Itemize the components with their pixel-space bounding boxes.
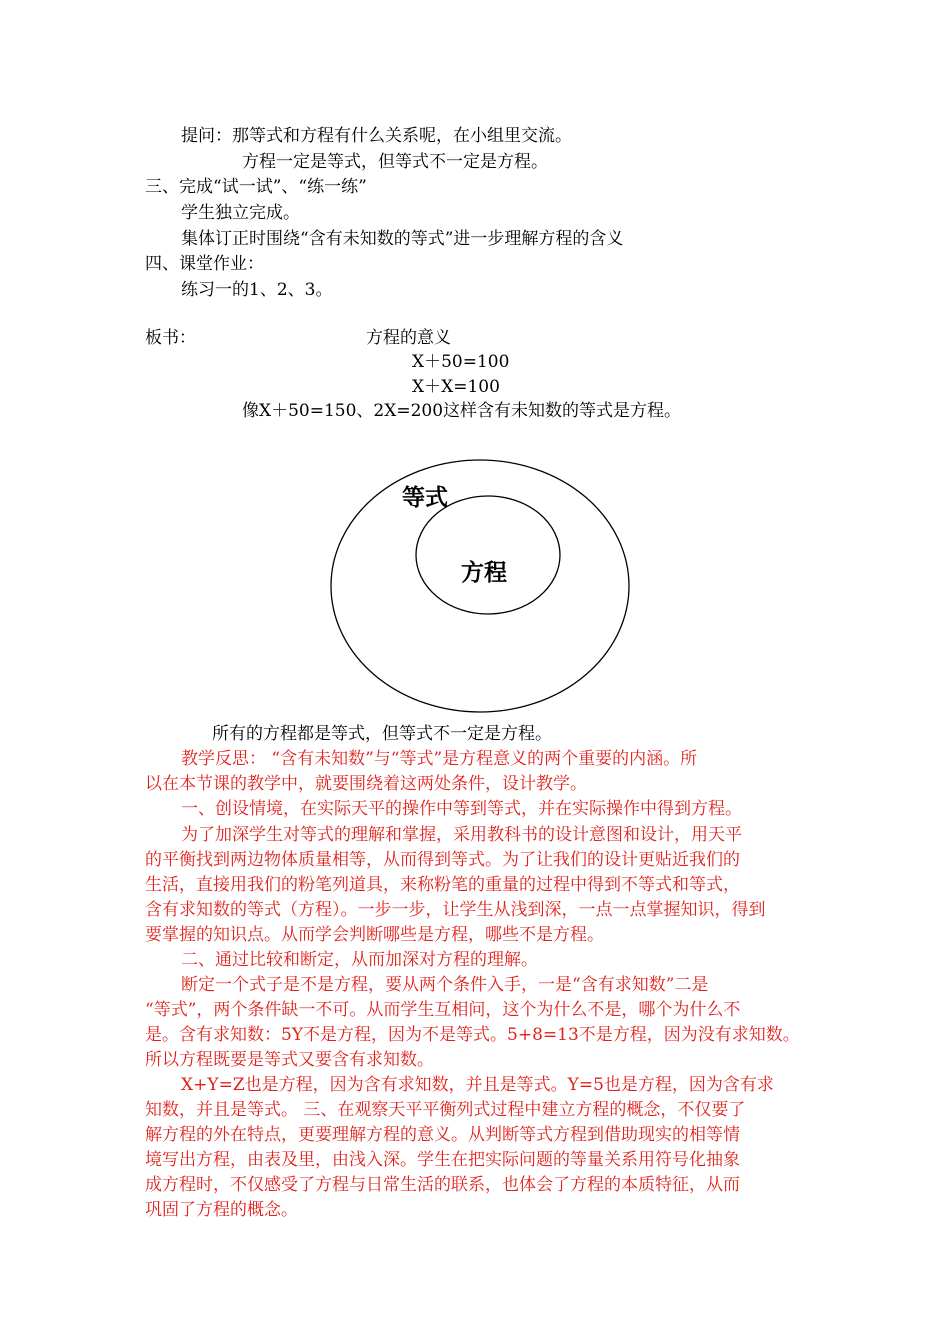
equation-inner-circle bbox=[416, 496, 560, 614]
section4-line1: 练习一的1、2、3。 bbox=[181, 280, 333, 300]
board-label: 板书： bbox=[145, 328, 196, 348]
section3-line2: 集体订正时围绕“含有未知数的等式”进一步理解方程的含义 bbox=[181, 229, 624, 249]
outer-label: 等式 bbox=[402, 485, 448, 511]
reflection-line: “等式”，两个条件缺一不可。从而学生互相问，这个为什么不是，哪个为什么不 bbox=[145, 1000, 741, 1020]
diagram-caption: 所有的方程都是等式，但等式不一定是方程。 bbox=[212, 724, 552, 744]
reflection-line: 所以方程既要是等式又要含有求知数。 bbox=[145, 1050, 434, 1070]
board-title: 方程的意义 bbox=[366, 328, 451, 348]
reflection-line: 含有求知数的等式（方程）。一步一步，让学生从浅到深，一点一点掌握知识，得到 bbox=[145, 900, 766, 920]
reflection-line: 要掌握的知识点。从而学会判断哪些是方程，哪些不是方程。 bbox=[145, 925, 604, 945]
question-line: 提问：那等式和方程有什么关系呢，在小组里交流。 bbox=[181, 126, 572, 146]
board-definition: 像X＋50=150、2X=200这样含有未知数的等式是方程。 bbox=[242, 401, 682, 421]
reflection-line: 二、通过比较和断定，从而加深对方程的理解。 bbox=[181, 950, 538, 970]
board-equation-2: X＋X=100 bbox=[412, 377, 500, 397]
reflection-line: 知数，并且是等式。 三、在观察天平平衡列式过程中建立方程的概念，不仅要了 bbox=[145, 1100, 746, 1120]
reflection-line: 境写出方程，由表及里，由浅入深。学生在把实际问题的等量关系用符号化抽象 bbox=[145, 1150, 740, 1170]
reflection-line: 为了加深学生对等式的理解和掌握，采用教科书的设计意图和设计，用天平 bbox=[181, 825, 742, 845]
reflection-line: 教学反思： “含有未知数”与“等式”是方程意义的两个重要的内涵。所 bbox=[181, 749, 698, 769]
reflection-line: 断定一个式子是不是方程，要从两个条件入手，一是“含有求知数”二是 bbox=[181, 975, 709, 995]
reflection-line: X+Y=Z也是方程，因为含有求知数，并且是等式。Y=5也是方程，因为含有求 bbox=[181, 1075, 774, 1095]
section4-title: 四、课堂作业： bbox=[145, 254, 264, 274]
section3-title: 三、完成“试一试”、“练一练” bbox=[145, 177, 367, 197]
reflection-line: 以在本节课的教学中，就要围绕着这两处条件，设计教学。 bbox=[145, 774, 587, 794]
reflection-line: 成方程时，不仅感受了方程与日常生活的联系，也体会了方程的本质特征，从而 bbox=[145, 1175, 740, 1195]
reflection-line: 生活，直接用我们的粉笔列道具，来称粉笔的重量的过程中得到不等式和等式， bbox=[145, 875, 740, 895]
section3-line1: 学生独立完成。 bbox=[181, 203, 300, 223]
reflection-line: 一、创设情境，在实际天平的操作中等到等式，并在实际操作中得到方程。 bbox=[181, 799, 742, 819]
answer-line: 方程一定是等式，但等式不一定是方程。 bbox=[242, 152, 548, 172]
reflection-line: 解方程的外在特点，更要理解方程的意义。从判断等式方程到借助现实的相等情 bbox=[145, 1125, 740, 1145]
inner-label: 方程 bbox=[461, 560, 507, 586]
reflection-line: 巩固了方程的概念。 bbox=[145, 1200, 298, 1220]
reflection-line: 的平衡找到两边物体质量相等，从而得到等式。为了让我们的设计更贴近我们的 bbox=[145, 850, 740, 870]
reflection-line: 是。含有求知数：5Y不是方程，因为不是等式。5+8=13不是方程，因为没有求知数。 bbox=[145, 1025, 800, 1045]
board-equation-1: X＋50=100 bbox=[412, 352, 510, 372]
